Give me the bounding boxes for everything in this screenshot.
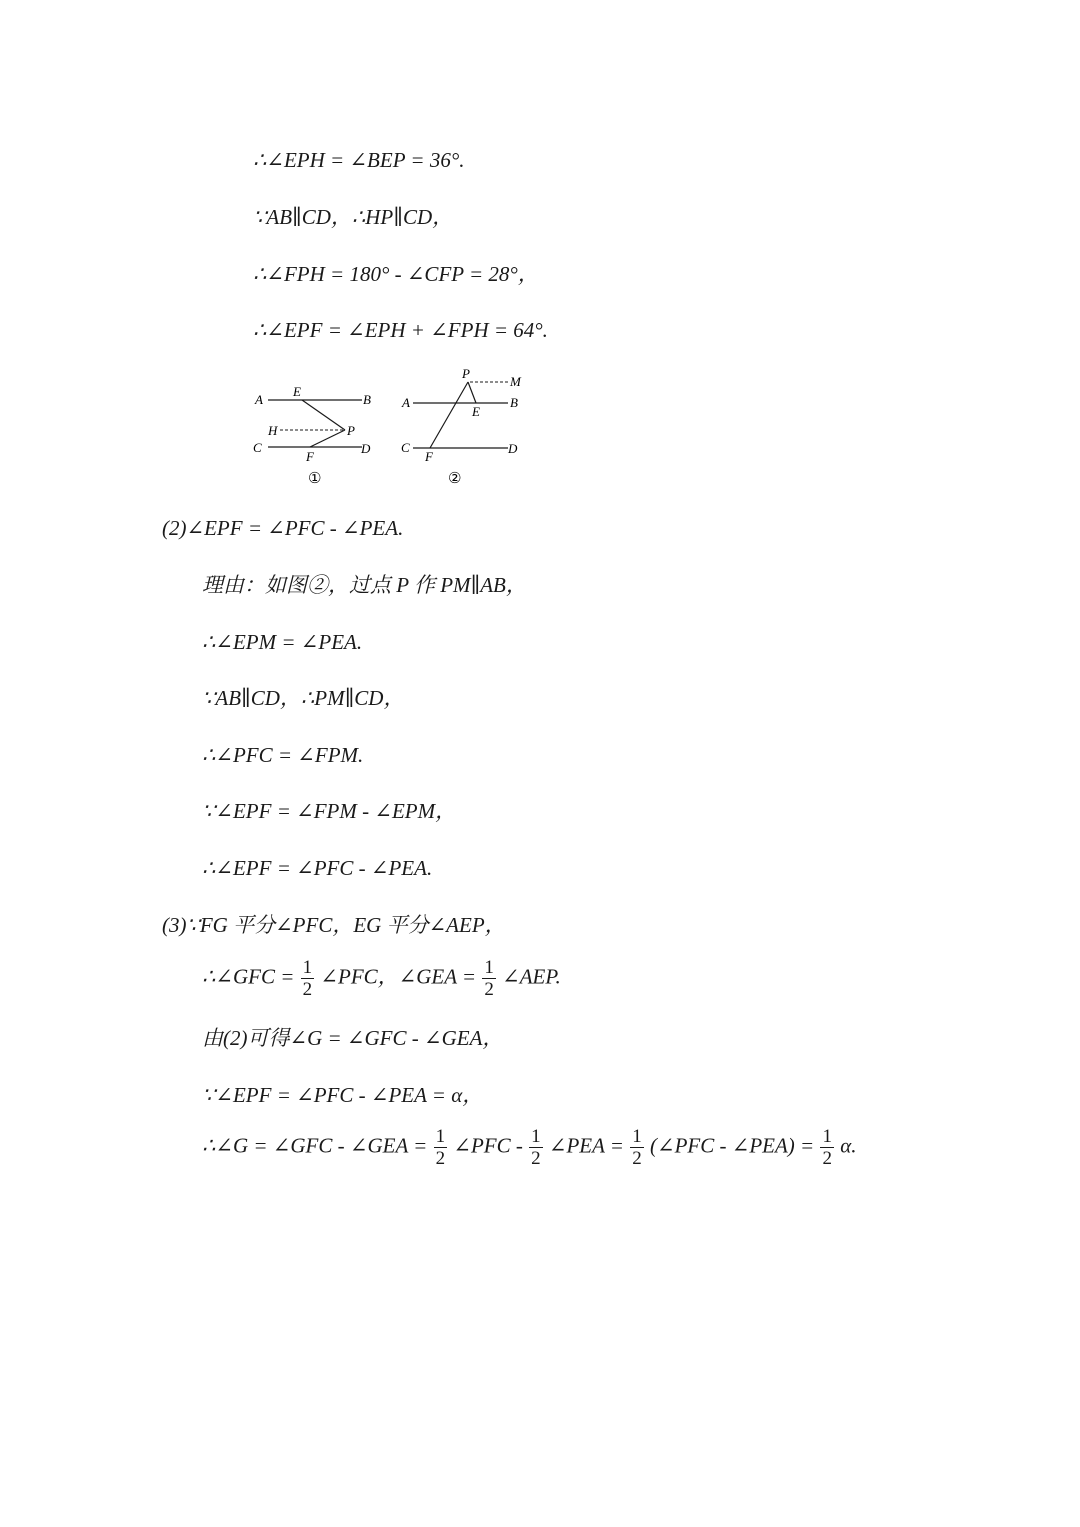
proof-line-3: ∴∠FPH = 180° - ∠CFP = 28°， bbox=[253, 262, 539, 286]
label-m: M bbox=[510, 374, 521, 389]
label-e: E bbox=[293, 384, 301, 399]
proof-line-9: ∴∠PFC = ∠FPM. bbox=[202, 743, 364, 767]
label-c: C bbox=[253, 440, 262, 455]
segment-pf bbox=[430, 382, 468, 448]
text-segment: ∴∠GFC = bbox=[202, 964, 295, 989]
text-segment: ∠PEA = bbox=[548, 1133, 624, 1158]
text-segment: ∠PFC，∠GEA = bbox=[320, 964, 477, 989]
figure-1-caption: ① bbox=[308, 469, 322, 487]
text-segment: ∴∠G = ∠GFC - ∠GEA = bbox=[202, 1133, 428, 1158]
text-segment: ∠AEP. bbox=[502, 964, 561, 989]
figure-2 bbox=[398, 365, 533, 490]
figure-2-caption: ② bbox=[448, 469, 462, 487]
label-h: H bbox=[268, 423, 278, 438]
label-p: P bbox=[347, 423, 355, 438]
text-segment: ∠PFC - bbox=[453, 1133, 523, 1158]
proof-line-4: ∴∠EPF = ∠EPH + ∠FPH = 64°. bbox=[253, 318, 548, 342]
proof-line-2: ∵AB∥CD，∴HP∥CD， bbox=[253, 205, 454, 229]
proof-line-7: ∴∠EPM = ∠PEA. bbox=[202, 630, 363, 654]
label-p: P bbox=[462, 366, 470, 381]
proof-line-10: ∵∠EPF = ∠FPM - ∠EPM， bbox=[202, 799, 457, 823]
label-f: F bbox=[425, 449, 433, 464]
label-d: D bbox=[508, 441, 518, 456]
label-e: E bbox=[472, 404, 480, 419]
text-segment: (∠PFC - ∠PEA) = bbox=[649, 1133, 815, 1158]
label-d: D bbox=[361, 441, 371, 456]
proof-line-13 bbox=[202, 958, 561, 999]
label-a: A bbox=[255, 392, 263, 407]
label-b: B bbox=[363, 392, 371, 407]
proof-line-16 bbox=[202, 1127, 857, 1168]
proof-line-15: ∵∠EPF = ∠PFC - ∠PEA = α， bbox=[202, 1083, 484, 1107]
proof-line-8: ∵AB∥CD，∴PM∥CD， bbox=[202, 686, 405, 710]
proof-line-6: 理由：如图②，过点 P 作 PM∥AB， bbox=[202, 573, 527, 597]
fraction-half: $\frac{1}{2}$ bbox=[822, 1126, 832, 1169]
label-c: C bbox=[401, 440, 410, 455]
fraction-half: $\frac{1}{2}$ bbox=[531, 1126, 541, 1169]
segment-pf bbox=[310, 430, 345, 447]
proof-line-1: ∴∠EPH = ∠BEP = 36°. bbox=[253, 148, 465, 172]
proof-line-11: ∴∠EPF = ∠PFC - ∠PEA. bbox=[202, 856, 433, 880]
label-b: B bbox=[510, 395, 518, 410]
fraction-half: $\frac{1}{2}$ bbox=[632, 1126, 642, 1169]
part-3-heading: (3)∵FG 平分∠PFC，EG 平分∠AEP， bbox=[162, 913, 506, 937]
figure-1 bbox=[250, 375, 380, 490]
segment-pe bbox=[468, 382, 476, 403]
label-f: F bbox=[306, 449, 314, 464]
fraction-half: $\frac{1}{2}$ bbox=[435, 1126, 446, 1169]
fraction-half: $\frac{1}{2}$ bbox=[484, 957, 494, 1000]
text-segment: α. bbox=[840, 1133, 857, 1158]
label-a: A bbox=[402, 395, 410, 410]
part-2-heading: (2)∠EPF = ∠PFC - ∠PEA. bbox=[162, 516, 404, 540]
proof-line-14: 由(2)可得∠G = ∠GFC - ∠GEA， bbox=[202, 1026, 504, 1050]
fraction-half: $\frac{1}{2}$ bbox=[302, 957, 313, 1000]
segment-ep bbox=[302, 400, 345, 430]
